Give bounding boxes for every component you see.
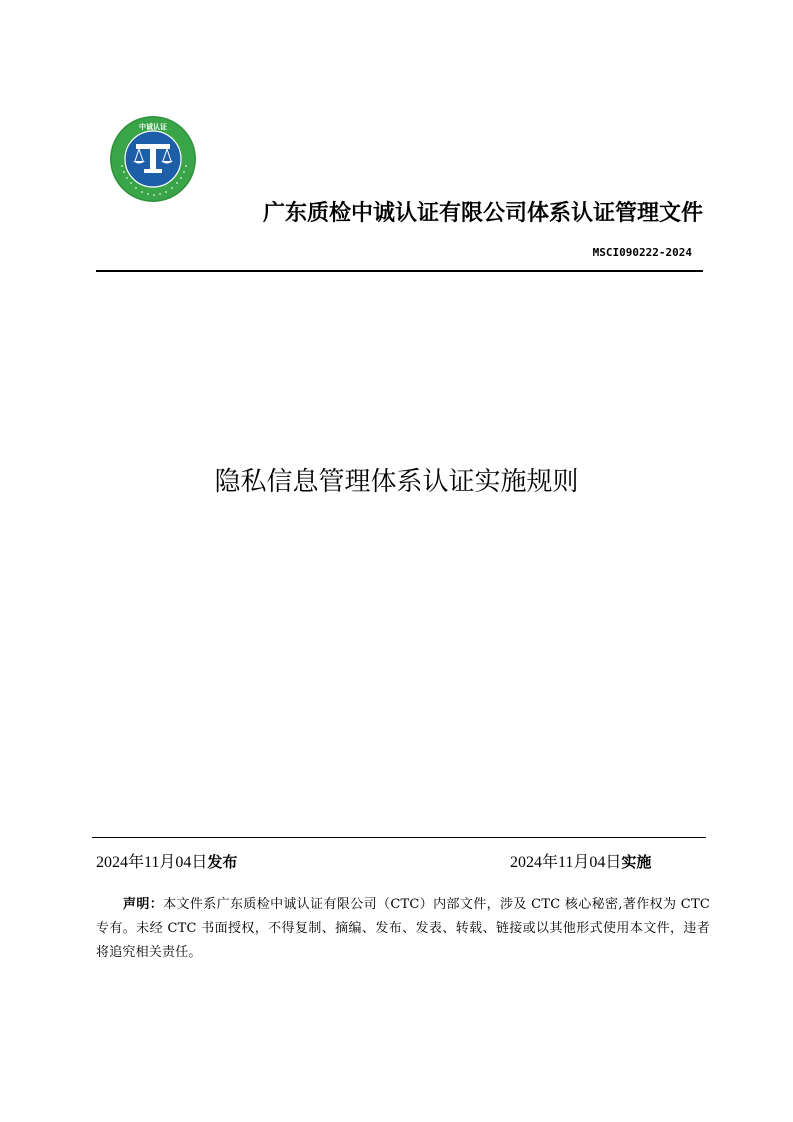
issue-date-suffix: 发布 bbox=[207, 853, 238, 871]
statement-text: 本文件系广东质检中诚认证有限公司（CTC）内部文件，涉及 CTC 核心秘密,著作权为 CTC 专有。未经 CTC 书面授权，不得复制、摘编、发布、发表、转载、链接或以其他形式使用本文件，违者将追究相关责任。 bbox=[96, 897, 710, 960]
document-title: 隐私信息管理体系认证实施规则 bbox=[214, 467, 579, 497]
confidentiality-statement bbox=[96, 893, 710, 965]
footer-divider bbox=[92, 837, 706, 838]
statement-label: 声明： bbox=[123, 897, 164, 912]
header-divider bbox=[96, 270, 703, 272]
issue-date-line bbox=[96, 851, 237, 874]
company-doc-header: 广东质检中诚认证有限公司体系认证管理文件 bbox=[262, 201, 703, 226]
implementation-date-suffix: 实施 bbox=[621, 853, 652, 871]
ctc-seal-icon bbox=[108, 114, 198, 204]
document-code: MSCI090222-2024 bbox=[592, 246, 692, 259]
logo-top-text: 中诚认证 bbox=[139, 123, 167, 131]
implementation-date-line bbox=[510, 851, 651, 874]
implementation-date: 2024年11月04日 bbox=[510, 854, 622, 871]
issue-date: 2024年11月04日 bbox=[96, 854, 208, 871]
company-logo bbox=[108, 114, 198, 204]
